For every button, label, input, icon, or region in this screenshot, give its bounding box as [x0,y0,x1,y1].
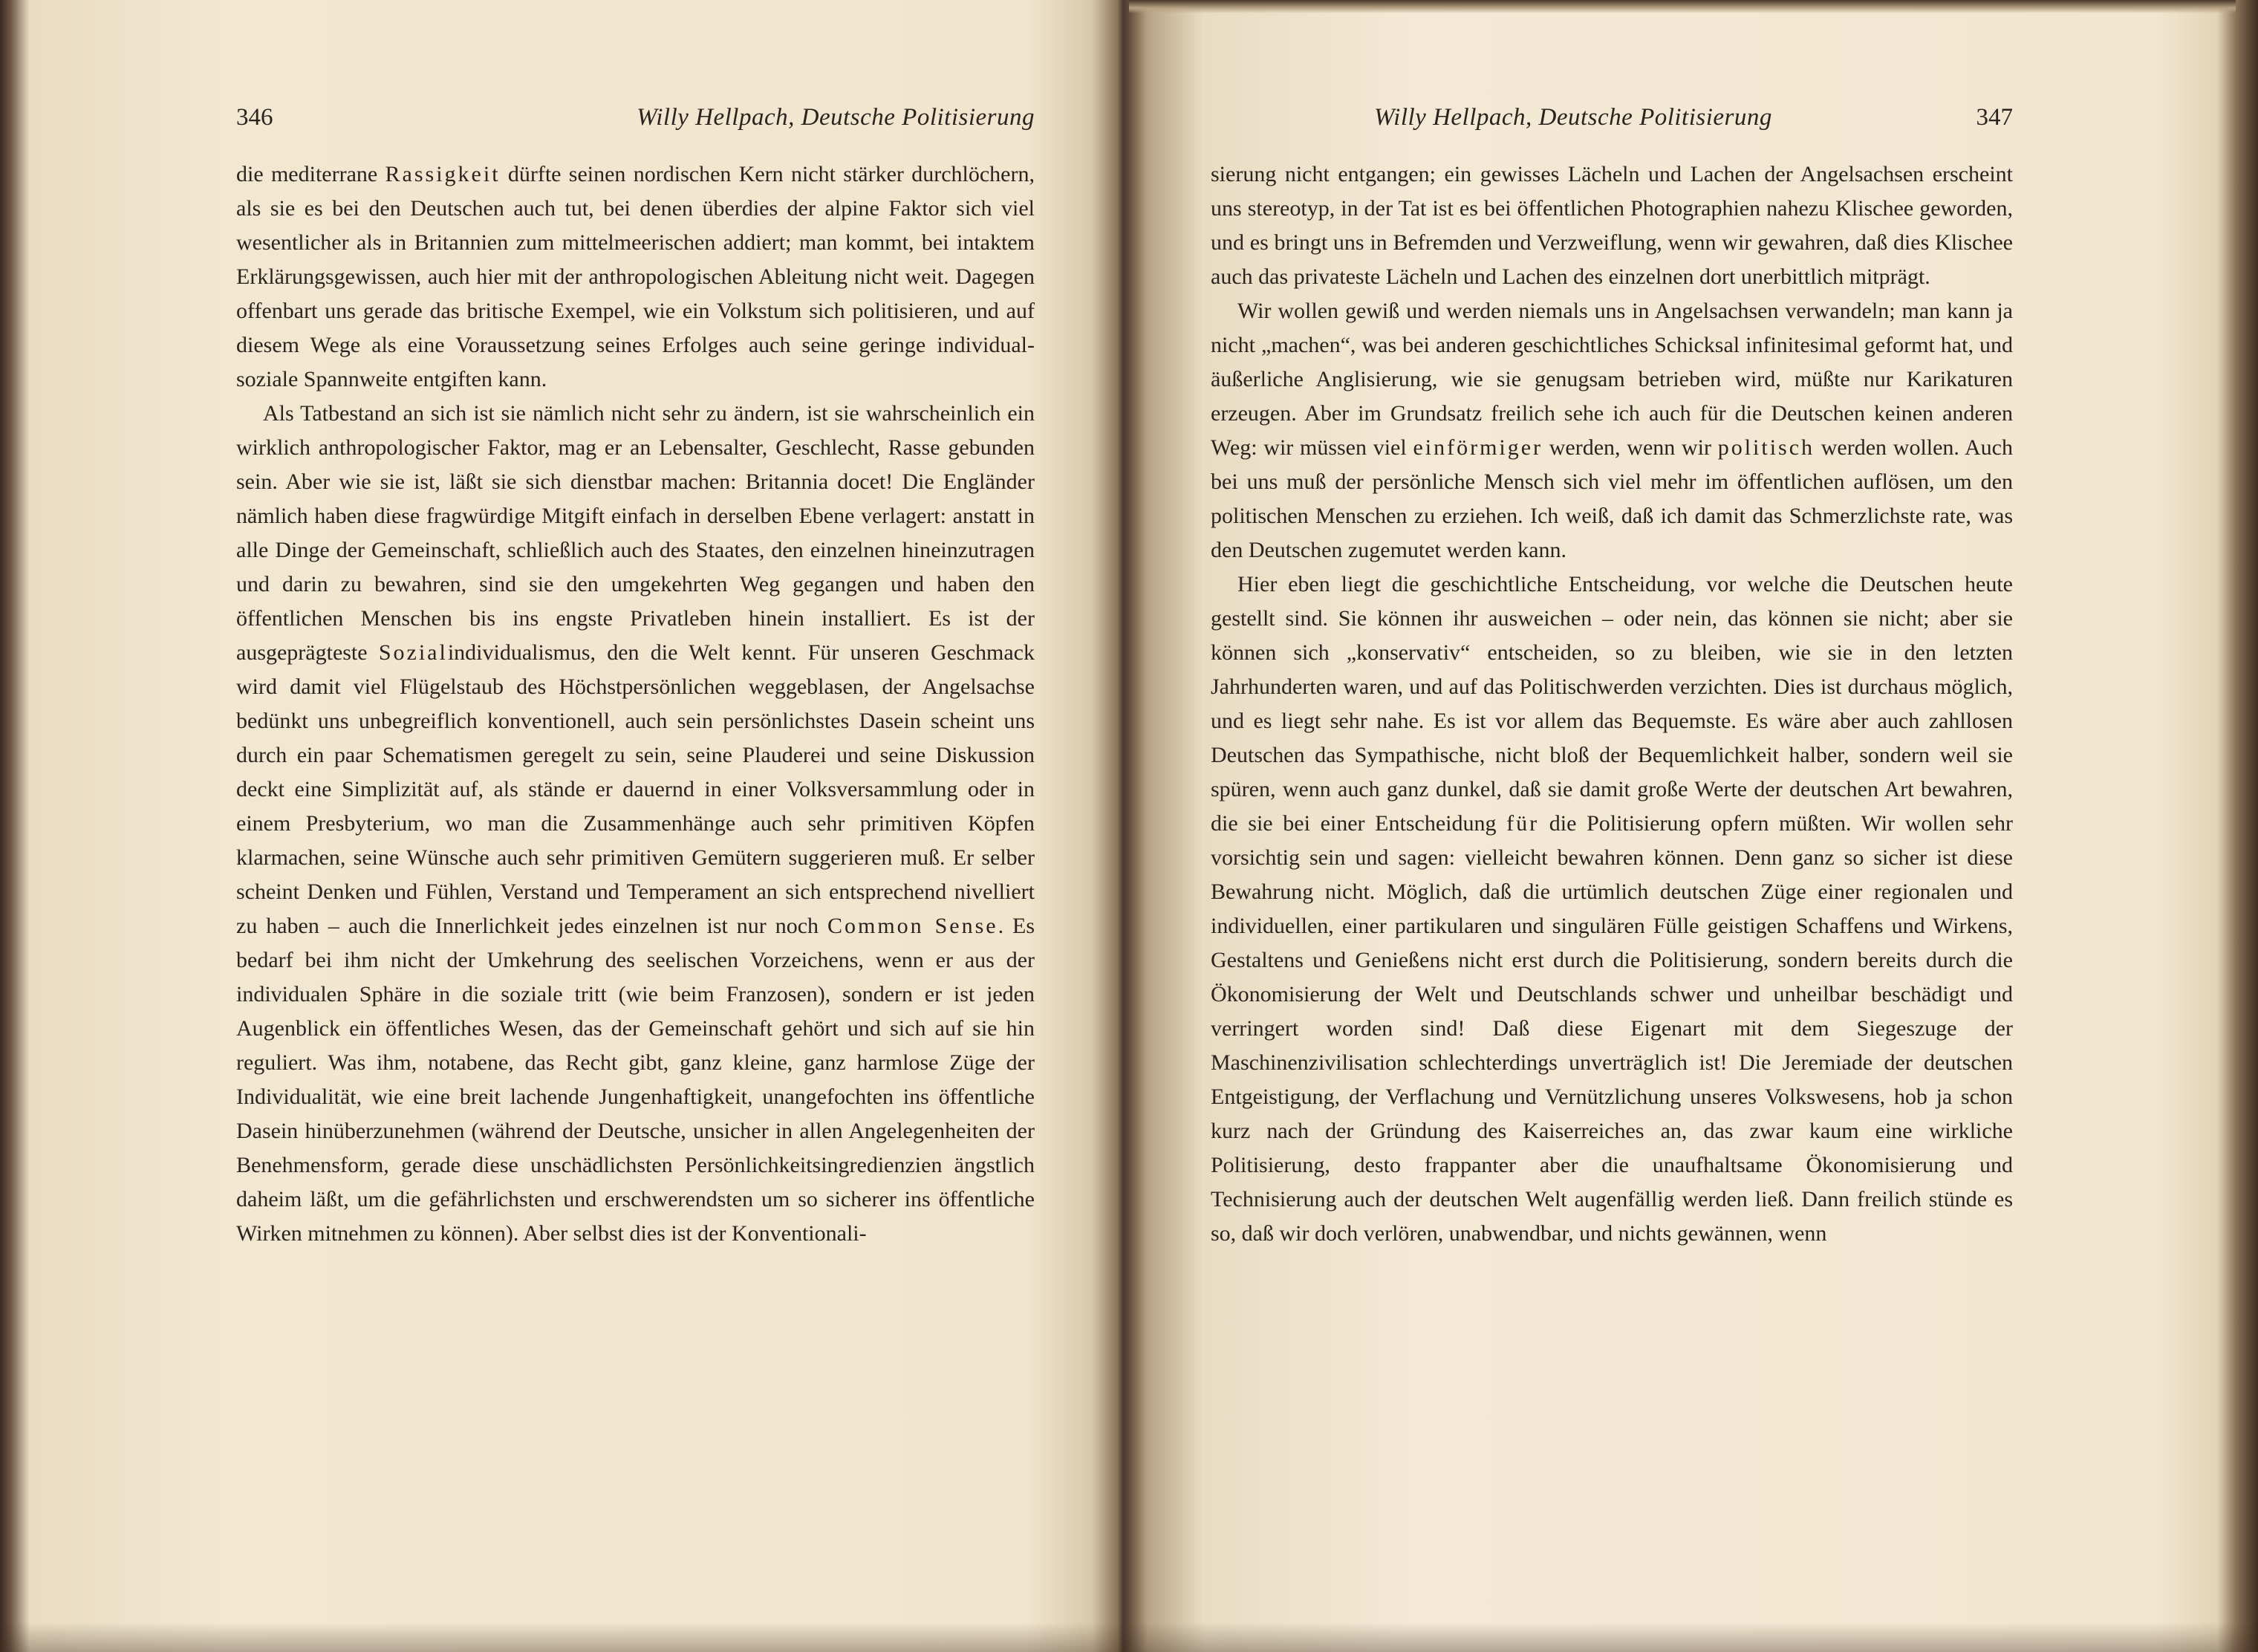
text-run: Als Tatbestand an sich ist sie nämlich nicht sehr zu ändern, ist sie wahrscheinlich ein wirklich anthropologischer Faktor, mag er an Lebensalter, Geschlecht, Rasse gebunden sein. Aber wie sie ist, läßt sie sich dienstbar machen: Britannia docet! Die Engländer nämlich haben diese fragwürdige Mitgift einfach in derselben Ebene verlagert: anstatt in alle Dinge der Gemeinschaft, schließlich auch des Staates, den einzelnen hineinzutragen und darin zu bewahren, sind sie den umgekehrten Weg gegangen und haben den öffentlichen Menschen bis ins engste Privatleben hinein installiert. Es ist der ausgeprägteste [236,401,1035,665]
text-run: werden wollen. Auch bei uns muß der persönliche Mensch sich viel mehr im öffentlichen auflösen, um den politischen Menschen zu erziehen. Ich weiß, daß ich damit das Schmerzlichste rate, was den Deutschen zugemutet werden kann. [1211,435,2013,562]
page-number: 346 [236,104,273,131]
running-title: Willy Hellpach, Deutsche Politisierung [1374,104,1772,131]
page-bottom-shadow [0,1622,2258,1652]
text-run: . Es bedarf bei ihm nicht der Umkehrung des seelischen Vorzeichens, wenn er aus der individualen Sphäre in die soziale tritt (wie beim Franzosen), sondern er ist jeden Augenblick ein öffentliches Wesen, das der Gemeinschaft gehört und sich auf sie hin reguliert. Was ihm, notabene, das Recht gibt, ganz kleine, ganz harmlose Züge der Individualität, wie eine breit lachende Jungenhaftigkeit, unangefochten ins öffentliche Dasein hinüberzunehmen (während der Deutsche, unsicher in allen Angelegenheiten der Benehmensform, gerade diese unschädlichsten Persönlichkeitsingredienzien ängstlich daheim läßt, um die gefährlichsten und erschwerendsten um so sicherer ins öffentliche Wirken mitnehmen zu können). Aber selbst dies ist der Konventionali- [236,914,1035,1246]
right-page [1211,104,2013,1251]
page-number: 347 [1976,104,2013,131]
page-top-edge [1129,0,2236,13]
text-run: die Politisierung opfern müßten. Wir wollen sehr vorsichtig sein und sagen: vielleicht bewahren können. Denn ganz so sicher ist diese Bewahrung nicht. Möglich, daß die urtümlich deutschen Züge einer regionalen und individuellen, einer partikularen und singulären Fülle geistigen Schaffens und Wirkens, Gestaltens und Genießens nicht erst durch die Politisierung, sondern bereits durch die Ökonomisierung der Welt und Deutschlands schwer und unheilbar beschädigt und verringert worden sind! Daß diese Eigenart mit dem Siegeszuge der Maschinenzivilisation schlechterdings unverträglich ist! Die Jeremiade der deutschen Entgeistigung, der Verflachung und Vernützlichung unseres Volkswesens, hob ja schon kurz nach der Gründung des Kaiserreiches an, das zwar kaum eine wirkliche Politisierung, desto frappanter aber die unaufhaltsame Ökonomisierung und Technisierung auch der deutschen Welt augenfällig werden ließ. Dann freilich stünde es so, daß wir doch verlören, unabwendbar, und nichts gewännen, wenn [1211,811,2013,1246]
emphasized-text: politisch [1717,435,1815,460]
right-page-body [1211,157,2013,1251]
emphasized-text: Sozial [378,640,448,665]
text-run: Wir wollen gewiß und werden niemals uns in Angelsachsen verwandeln; man kann ja nicht „machen“, was bei anderen geschichtliches Schicksal infinitesimal geformt hat, und äußerliche Anglisierung, wie sie genugsam betrieben wird, müßte nur Karikaturen erzeugen. Aber im Grundsatz freilich sehe ich auch für die Deutschen keinen anderen Weg: wir müssen viel [1211,299,2013,460]
text-run: die mediterrane [236,162,385,186]
emphasized-text: einförmiger [1413,435,1543,460]
text-run: Hier eben liegt die geschichtliche Entscheidung, vor welche die Deutschen heute gestellt sind. Sie können ihr ausweichen – oder nein, das können sie nicht; aber sie können sich „konservativ“ entscheiden, so zu bleiben, wie sie in den letzten Jahrhunderten waren, und auf das Politischwerden verzichten. Dies ist durchaus möglich, und es liegt sehr nahe. Es ist vor allem das Bequemste. Es wäre aber auch zahllosen Deutschen das Sympathische, nicht bloß der Bequemlichkeit halber, sondern weil sie spüren, wenn auch ganz dunkel, daß sie damit große Werte der deutschen Art bewahren, die sie bei einer Entscheidung [1211,572,2013,836]
text-run: dürfte seinen nordischen Kern nicht stärker durchlöchern, als sie es bei den Deutschen auch tut, bei denen überdies der alpine Faktor sich viel wesentlicher als in Britannien zum mittelmeerischen addiert; man kommt, bei intaktem Erklärungsgewissen, auch hier mit der anthropologischen Ableitung nicht weit. Dagegen offenbart uns gerade das britische Exempel, wie ein Volkstum sich politisieren, und auf diesem Wege als eine Voraussetzung seines Erfolges auch seine geringe individual-soziale Spannweite entgiften kann. [236,162,1035,391]
text-run: individualismus, den die Welt kennt. Für unseren Geschmack wird damit viel Flügelstaub des Höchstpersönlichen weggeblasen, der Angelsachse bedünkt uns unbegreiflich konventionell, auch sein persönlichstes Dasein scheint uns durch ein paar Schematismen geregelt zu sein, seine Plauderei und seine Diskussion deckt eine Simplizität auf, als stände er dauernd in einer Volksversammlung oder in einem Presbyterium, wo man die Zusammenhänge auch sehr primitiven Köpfen klarmachen, seine Wünsche auch sehr primitiven Gemütern suggerieren muß. Er selber scheint Denken und Fühlen, Verstand und Temperament an sich entsprechend nivelliert zu haben – auch die Innerlichkeit jedes einzelnen ist nur noch [236,640,1035,938]
emphasized-text: Common Sense [827,914,998,938]
running-title: Willy Hellpach, Deutsche Politisierung [637,104,1035,131]
emphasized-text: Rassigkeit [385,162,501,186]
left-page [236,104,1035,1251]
left-page-header [236,104,1035,149]
paragraph [236,397,1035,1251]
paragraph [1211,568,2013,1251]
text-run: werden, wenn wir [1543,435,1718,460]
right-page-header [1211,104,2013,149]
left-page-body [236,157,1035,1251]
paragraph [1211,157,2013,294]
paragraph [1211,294,2013,568]
emphasized-text: für [1506,811,1540,836]
text-run: sierung nicht entgangen; ein gewisses Lächeln und Lachen der Angelsachsen erscheint uns stereotyp, in der Tat ist es bei öffentlichen Photographien nahezu Klischee geworden, und es bringt uns in Befremden und Verzweiflung, wenn wir gewahren, daß dies Klischee auch das privateste Lächeln und Lachen des einzelnen dort unerbittlich mitprägt. [1211,162,2013,289]
paragraph [236,157,1035,397]
